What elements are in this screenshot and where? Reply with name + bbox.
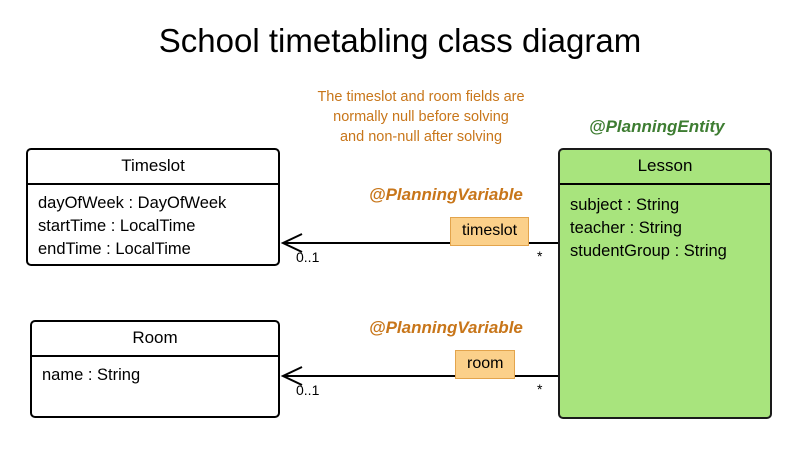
stereotype-planning-variable-timeslot: @PlanningVariable <box>369 185 523 204</box>
multiplicity-room-target: * <box>537 381 543 397</box>
solving-note-line-2: normally null before solving <box>333 109 509 125</box>
class-box-room <box>30 320 280 418</box>
class-attribute: studentGroup : String <box>570 242 727 260</box>
multiplicity-timeslot-source: 0..1 <box>296 249 320 265</box>
stereotype-planning-entity: @PlanningEntity <box>589 117 725 136</box>
class-attributes-room <box>32 357 278 395</box>
class-attribute: subject : String <box>570 196 680 214</box>
class-box-timeslot <box>26 148 280 266</box>
class-attribute: teacher : String <box>570 219 682 237</box>
solving-note-line-3: and non-null after solving <box>339 129 503 145</box>
class-attribute: startTime : LocalTime <box>38 217 196 235</box>
stereotype-planning-variable-room: @PlanningVariable <box>369 318 523 337</box>
class-name-room: Room <box>132 328 178 347</box>
class-name-lesson: Lesson <box>637 156 693 175</box>
solving-note-line-1: The timeslot and room fields are <box>317 89 525 105</box>
solving-note <box>305 87 537 147</box>
multiplicity-room-source: 0..1 <box>296 382 320 398</box>
class-attributes-timeslot <box>28 185 278 269</box>
field-label-timeslot: timeslot <box>450 217 529 246</box>
page-title: School timetabling class diagram <box>158 22 642 59</box>
multiplicity-timeslot-target: * <box>537 248 543 264</box>
class-attribute: name : String <box>42 366 141 384</box>
class-attribute: dayOfWeek : DayOfWeek <box>38 194 227 212</box>
class-attribute: endTime : LocalTime <box>38 240 191 258</box>
field-label-room: room <box>455 350 515 379</box>
class-attributes-lesson <box>560 185 770 271</box>
class-box-lesson <box>558 148 772 419</box>
class-name-timeslot: Timeslot <box>121 156 185 175</box>
